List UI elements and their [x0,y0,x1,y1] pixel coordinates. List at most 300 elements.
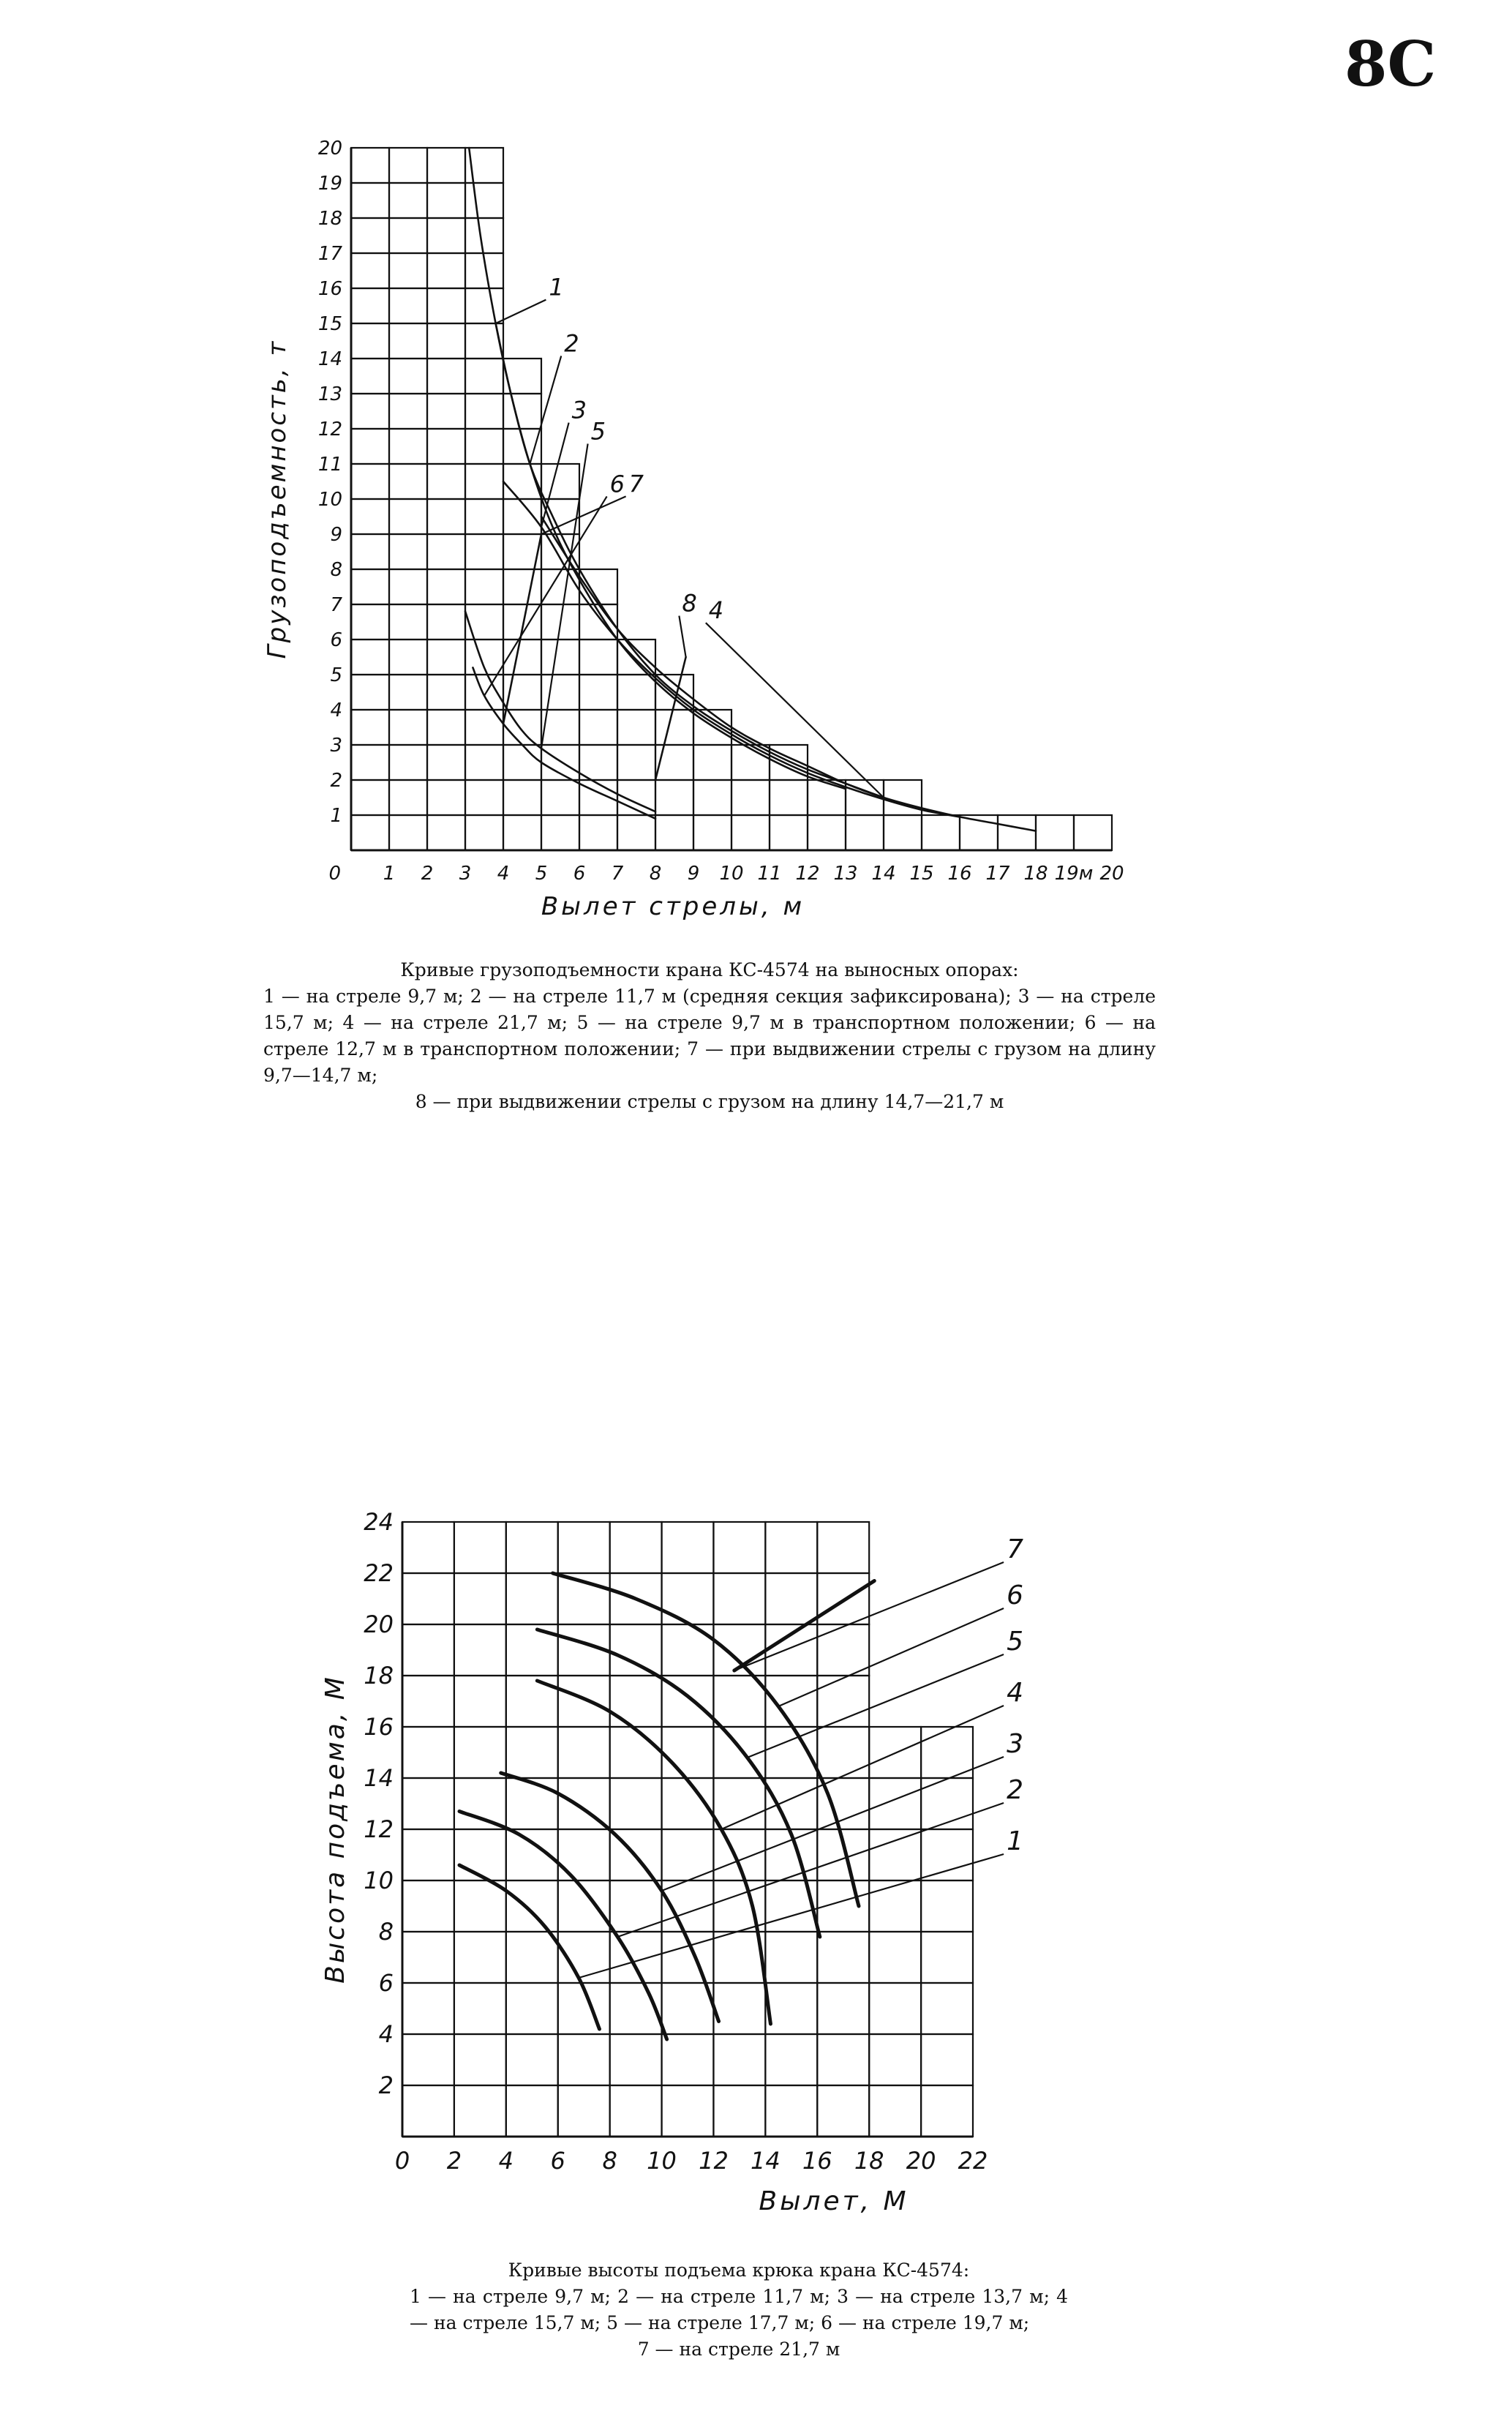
grid-cell [465,569,503,604]
hook-height-caption-item-1: 1 — на стреле 9,7 м; [410,2286,611,2307]
y-tick-label: 5 [330,664,342,687]
grid-cell [558,1676,610,1727]
grid-cell [617,745,655,780]
x-tick-label: 18 [854,2147,884,2175]
grid-cell [662,1522,714,1573]
series-2-curve [496,323,884,798]
capacity-caption-item-2: 2 — на стреле 11,7 м (средняя секция зафиксирована); [470,986,1012,1007]
y-tick-label: 2 [330,770,342,792]
grid-cell [351,183,389,218]
series-7-leader [541,496,626,534]
grid-cell [817,1522,869,1573]
y-tick-label: 18 [364,1662,394,1690]
y-tick-label: 22 [364,1559,394,1588]
grid-cell [558,1727,610,1778]
grid-cell [713,1829,765,1880]
grid-cell [1074,815,1112,850]
x-tick-label: 14 [751,2147,781,2175]
grid-cell [506,2034,558,2085]
series-7-label: 7 [628,470,644,498]
grid-cell [655,745,693,780]
y-tick-label: 2 [378,2071,394,2100]
grid-cell [921,2034,973,2085]
series-6-label: 6 [1007,1580,1023,1610]
series-8-label: 8 [682,589,697,618]
grid-cell [465,288,503,323]
grid-cell [506,2085,558,2137]
grid-cell [427,815,465,850]
grid-cell [389,253,427,288]
grid-cell [541,675,579,710]
y-tick-label: 20 [317,138,342,160]
grid-cell [389,183,427,218]
grid-cell [662,1727,714,1778]
grid-cell [351,604,389,640]
grid-cell [713,1573,765,1624]
grid-cell [921,1932,973,1983]
capacity-caption-item-8: 8 — при выдвижении стрелы с грузом на длину 14,7—21,7 м [415,1091,1004,1112]
grid-cell [389,218,427,253]
grid-cell [558,2034,610,2085]
grid-cell [465,780,503,815]
y-tick-label: 14 [317,348,342,371]
grid-cell [427,148,465,183]
y-tick-label: 15 [317,313,342,336]
grid-cell [558,1522,610,1573]
grid-cell [541,745,579,780]
grid-cell [770,780,808,815]
x-tick-label: 13 [833,863,858,885]
grid-cell [402,1522,454,1573]
grid-cell [351,780,389,815]
grid-cell [351,394,389,429]
grid-cell [389,710,427,745]
series-6-leader [778,1608,1004,1706]
x-tick-label: 4 [497,863,510,885]
series-1-curve [459,1865,599,2029]
grid-cell [884,780,922,815]
grid-cell [541,780,579,815]
grid-cell [465,815,503,850]
x-tick-label: 14 [871,863,896,885]
grid-cell [351,675,389,710]
grid-cell [427,218,465,253]
grid-cell [817,1983,869,2034]
grid-cell [427,464,465,499]
grid-cell [389,604,427,640]
grid-cell [817,1624,869,1676]
grid-cell [389,464,427,499]
grid-cell [465,429,503,464]
series-5-label: 5 [1007,1627,1023,1657]
grid-cell [351,288,389,323]
hook-height-caption-item-2: 2 — на стреле 11,7 м; [617,2286,830,2307]
grid-cell [454,1778,506,1829]
y-axis-label: Грузоподъемность, т [263,339,292,659]
series-4-label: 4 [708,596,724,625]
series-4-leader [721,1706,1004,1829]
grid-cell [427,394,465,429]
x-tick-label: 16 [947,863,972,885]
grid-cell [817,1727,869,1778]
x-tick-label: 18 [1023,863,1048,885]
grid-cell [351,569,389,604]
grid-cell [869,2085,921,2137]
y-tick-label: 19 [317,173,342,195]
y-tick-label: 1 [330,805,342,828]
grid-cell [351,499,389,534]
grid-cell [655,815,693,850]
grid-cell [454,1983,506,2034]
grid-cell [655,710,693,745]
grid-cell [921,2085,973,2137]
grid-cell [427,499,465,534]
series-8-curve [655,657,686,780]
grid-cell [389,780,427,815]
grid-cell [351,359,389,394]
grid-cell [465,218,503,253]
series-2-leader [530,356,561,464]
x-tick-label: 5 [535,863,548,885]
grid-cell [454,1573,506,1624]
x-tick-label: 10 [647,2147,677,2175]
grid-cell [998,815,1036,850]
grid-cell [506,1932,558,1983]
y-tick-label: 8 [378,1918,394,1946]
capacity-labels [263,274,884,921]
y-tick-label: 20 [364,1610,394,1639]
grid-cell [351,429,389,464]
x-tick-label: 2 [421,863,434,885]
grid-cell [869,1880,921,1932]
x-tick-label: 1 [383,863,396,885]
grid-cell [389,429,427,464]
grid-cell [558,2085,610,2137]
x-tick-label: 6 [550,2147,565,2175]
grid-cell [558,1829,610,1880]
grid-cell [921,1727,973,1778]
grid-cell [402,2085,454,2137]
grid-cell [389,288,427,323]
grid-cell [465,499,503,534]
grid-cell [765,1522,817,1573]
capacity-chart [249,124,1170,937]
x-axis-label: Вылет стрелы, м [541,892,805,921]
capacity-caption [263,957,1156,1115]
grid-cell [869,1983,921,2034]
grid-cell [869,1829,921,1880]
grid-cell [846,815,884,850]
grid-cell [506,1573,558,1624]
y-tick-label: 4 [330,700,342,722]
grid-cell [1036,815,1074,850]
grid-cell [427,675,465,710]
grid-cell [617,710,655,745]
grid-cell [503,745,541,780]
grid-cell [765,2034,817,2085]
x-tick-label: 11 [757,863,782,885]
grid-cell [465,745,503,780]
grid-cell [389,148,427,183]
x-tick-label: 12 [699,2147,729,2175]
x-tick-label: 3 [459,863,472,885]
grid-cell [402,1624,454,1676]
grid-cell [427,780,465,815]
grid-cell [808,815,846,850]
series-2-label: 2 [1007,1775,1023,1805]
grid-cell [921,1983,973,2034]
grid-cell [506,1676,558,1727]
grid-cell [693,780,731,815]
grid-cell [389,534,427,569]
series-4-curve [537,1681,770,2024]
grid-cell [610,1778,662,1829]
grid-cell [731,780,770,815]
y-tick-label: 18 [317,208,342,230]
grid-cell [427,288,465,323]
series-1-leader [579,1854,1004,1978]
grid-cell [465,183,503,218]
series-2-leader [617,1803,1004,1937]
series-3-label: 3 [571,396,587,424]
hook-height-series [459,1573,874,2039]
grid-cell [713,2034,765,2085]
grid-cell [921,1829,973,1880]
hook-height-caption-item-7: 7 — на стреле 21,7 м [637,2339,840,2360]
grid-cell [351,815,389,850]
grid-cell [454,1829,506,1880]
y-tick-label: 17 [317,243,342,266]
grid-cell [351,253,389,288]
x-tick-label: 6 [573,863,586,885]
x-tick-label: 17 [985,863,1010,885]
x-tick-label: 20 [1099,863,1124,885]
grid-cell [351,640,389,675]
grid-cell [922,815,960,850]
x-tick-label: 10 [719,863,744,885]
grid-cell [541,640,579,675]
capacity-caption-item-1: 1 — на стреле 9,7 м; [263,986,464,1007]
y-tick-label: 11 [317,454,342,476]
grid-cell [351,148,389,183]
x-tick-label: 12 [795,863,820,885]
grid-cell [351,745,389,780]
series-3-leader [541,423,569,528]
grid-cell [869,1778,921,1829]
hook-height-caption-item-5: 5 — на стреле 17,7 м; [606,2312,816,2333]
x-tick-label: 0 [394,2147,410,2175]
grid-cell [817,1932,869,1983]
x-tick-label: 2 [446,2147,462,2175]
grid-cell [921,1880,973,1932]
grid-cell [610,1522,662,1573]
grid-cell [731,745,770,780]
y-tick-label: 14 [364,1764,394,1793]
capacity-caption-item-6: 6 — на стреле 12,7 м в транспортном положении; [263,1012,1156,1060]
origin-label: 0 [328,863,341,885]
grid-cell [506,1778,558,1829]
y-tick-label: 24 [364,1508,394,1537]
series-5-leader [748,1654,1004,1758]
series-4-curve [541,517,1036,831]
grid-cell [427,429,465,464]
grid-cell [465,464,503,499]
grid-cell [389,499,427,534]
y-tick-label: 12 [317,419,342,441]
series-4-label: 4 [1007,1678,1023,1708]
grid-cell [506,1727,558,1778]
grid-cell [693,815,731,850]
grid-cell [389,675,427,710]
x-tick-label: 20 [906,2147,936,2175]
grid-cell [506,1522,558,1573]
grid-cell [617,815,655,850]
hook-height-caption-item-6: 6 — на стреле 19,7 м; [821,2312,1030,2333]
grid-cell [427,710,465,745]
series-6-label: 6 [609,470,625,498]
hook-height-chart [293,1500,1112,2232]
x-axis-label: Вылет, М [759,2186,909,2216]
grid-cell [579,675,617,710]
series-6-curve [553,1573,859,1906]
series-2-curve [459,1812,667,2040]
y-tick-label: 16 [364,1713,394,1741]
grid-cell [541,815,579,850]
grid-cell [610,2034,662,2085]
series-1-label: 1 [1007,1826,1023,1856]
grid-cell [454,2085,506,2137]
grid-cell [351,464,389,499]
grid-cell [351,323,389,359]
grid-cell [503,815,541,850]
capacity-caption-item-5: 5 — на стреле 9,7 м в транспортном положении; [576,1012,1076,1033]
y-tick-label: 3 [330,735,342,757]
capacity-caption-item-4: 4 — на стреле 21,7 м; [342,1012,568,1033]
grid-cell [427,253,465,288]
y-tick-label: 4 [378,2020,394,2049]
grid-cell [579,745,617,780]
y-tick-label: 16 [317,278,342,301]
grid-cell [402,1573,454,1624]
grid-cell [662,1983,714,2034]
grid-cell [427,323,465,359]
grid-cell [713,1983,765,2034]
grid-cell [541,464,579,499]
grid-cell [579,815,617,850]
grid-cell [770,815,808,850]
y-tick-label: 6 [378,1969,394,1998]
grid-cell [402,1829,454,1880]
grid-cell [465,604,503,640]
grid-cell [454,1727,506,1778]
grid-cell [617,675,655,710]
grid-cell [454,1880,506,1932]
grid-cell [610,1624,662,1676]
y-tick-label: 8 [330,559,342,582]
grid-cell [465,534,503,569]
grid-cell [610,1727,662,1778]
y-axis-label: Высота подъема, М [320,1675,350,1984]
capacity-axes [318,138,1124,885]
x-tick-label: 7 [611,863,624,885]
grid-cell [427,604,465,640]
grid-cell [869,1932,921,1983]
x-tick-label: 19м [1054,863,1094,885]
y-tick-label: 10 [317,489,342,511]
grid-cell [389,569,427,604]
grid-cell [765,1573,817,1624]
grid-cell [765,1932,817,1983]
x-tick-label: 22 [958,2147,988,2175]
grid-cell [503,569,541,604]
grid-cell [869,2034,921,2085]
grid-cell [503,640,541,675]
hook-height-caption-item-4: 4 — на стреле 15,7 м; [410,2286,1069,2333]
x-tick-label: 16 [802,2147,832,2175]
grid-cell [662,2034,714,2085]
grid-cell [506,1983,558,2034]
grid-cell [610,2085,662,2137]
grid-cell [465,394,503,429]
series-8-leader [679,616,685,657]
grid-cell [765,1778,817,1829]
grid-cell [389,323,427,359]
grid-cell [693,745,731,780]
series-2-label: 2 [564,329,579,358]
grid-cell [389,815,427,850]
grid-cell [610,1676,662,1727]
grid-cell [817,2034,869,2085]
grid-cell [454,1932,506,1983]
series-5-leader [541,443,588,748]
series-7-label: 7 [1007,1534,1023,1564]
series-7-curve [503,534,541,724]
grid-cell [713,2085,765,2137]
grid-cell [655,780,693,815]
x-tick-label: 8 [649,863,662,885]
grid-cell [402,1880,454,1932]
x-tick-label: 9 [687,863,700,885]
series-3-label: 3 [1007,1729,1023,1759]
grid-cell [765,1983,817,2034]
y-tick-label: 13 [317,383,342,406]
grid-cell [427,569,465,604]
grid-cell [662,2085,714,2137]
grid-cell [503,710,541,745]
grid-cell [427,359,465,394]
series-5-label: 5 [590,417,606,446]
grid-cell [351,534,389,569]
grid-cell [427,183,465,218]
grid-cell [402,2034,454,2085]
grid-cell [389,640,427,675]
x-tick-label: 4 [498,2147,514,2175]
grid-cell [454,1522,506,1573]
grid-cell [351,218,389,253]
y-tick-label: 12 [364,1815,394,1844]
grid-cell [402,1778,454,1829]
grid-cell [454,1676,506,1727]
y-tick-label: 6 [330,629,342,652]
grid-cell [465,359,503,394]
grid-cell [503,780,541,815]
x-tick-label: 15 [909,863,934,885]
capacity-grid [351,148,1112,850]
capacity-caption-item-7: 7 — при выдвижении стрелы с грузом на длину 9,7—14,7 м; [263,1038,1156,1086]
x-tick-label: 8 [602,2147,617,2175]
grid-cell [884,815,922,850]
y-tick-label: 7 [330,594,342,617]
